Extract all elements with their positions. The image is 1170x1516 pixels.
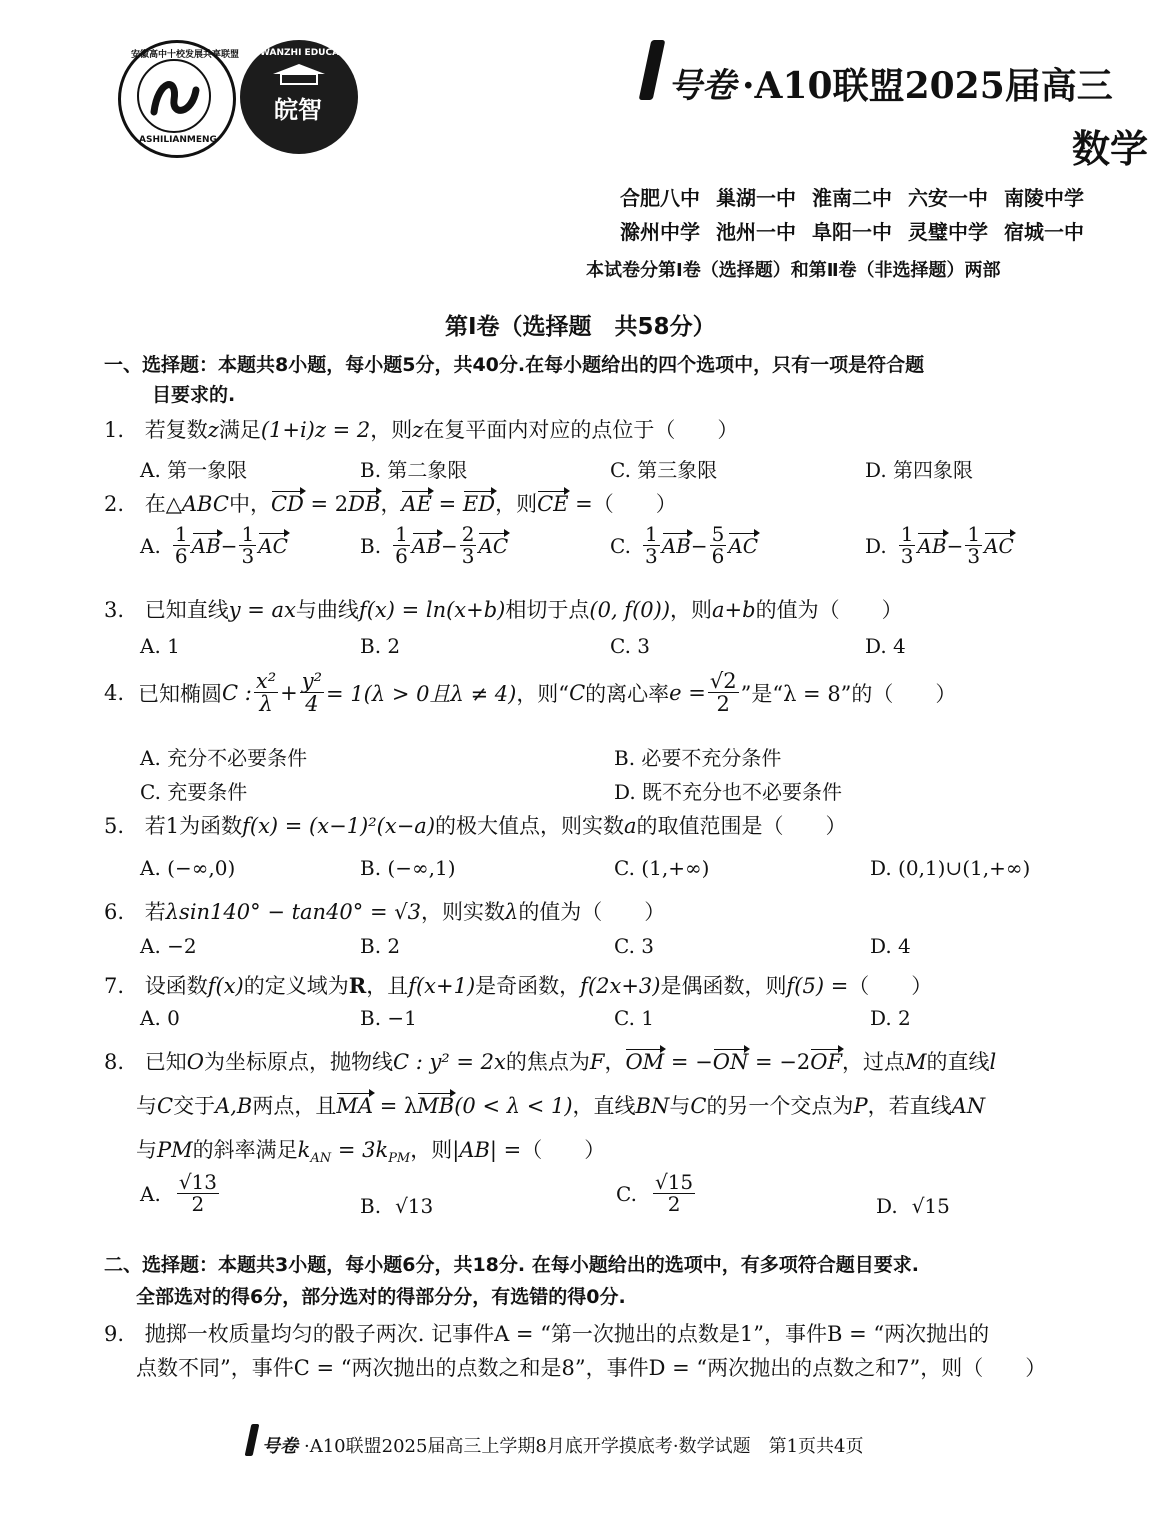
q8-text: 的焦点为	[505, 1050, 590, 1074]
q8-vector: OF	[810, 1050, 843, 1074]
option	[140, 1172, 221, 1215]
q1-text: ，则	[370, 418, 413, 442]
option: B. 2	[360, 934, 401, 958]
q8-var: C	[690, 1094, 707, 1118]
q1-text: 若复数	[144, 418, 208, 442]
q7-text: 设函数	[144, 974, 208, 998]
q8-var: A,B	[215, 1094, 253, 1118]
denominator: 3	[900, 544, 914, 568]
option: C. 3	[610, 634, 651, 658]
q2-text: ，	[380, 492, 402, 516]
q7-text: （ ）	[848, 974, 933, 998]
q2-text: 在△	[144, 492, 182, 516]
q4-text: ，则“	[516, 681, 570, 706]
option: A. 0	[140, 1006, 180, 1030]
school-name: 南陵中学	[1004, 186, 1084, 210]
q1-equation: (1+i)z = 2	[260, 418, 371, 442]
q2-triangle: ABC	[181, 492, 229, 516]
q8-var: M	[905, 1050, 927, 1074]
q8-text: ，若直线	[867, 1094, 952, 1118]
q5-function: f(x) = (x−1)²(x−a)	[242, 814, 436, 838]
header-title: ·A10联盟2025届高三	[742, 65, 1113, 107]
numerator: √15	[654, 1170, 694, 1194]
numerator: 5	[711, 522, 725, 546]
q9-line1: 抛掷一枚质量均匀的骰子两次. 记事件A = “第一次抛出的点数是1”，事件B = “两次抛出的	[144, 1322, 990, 1346]
header-brand: 号卷	[668, 66, 736, 106]
fraction	[300, 670, 324, 715]
q2-text: =（ ）	[568, 492, 677, 516]
option-letter: C.	[610, 533, 631, 558]
denominator: 3	[967, 544, 981, 568]
q4-text: ”是“λ = 8”的（ ）	[740, 681, 957, 706]
numerator: 1	[241, 522, 255, 546]
numerator: √2	[709, 669, 737, 693]
q2-text: =	[431, 492, 463, 516]
q2-vector: CE	[537, 492, 569, 516]
fraction	[643, 524, 660, 567]
option: D. (0,1)∪(1,+∞)	[870, 856, 1031, 880]
option	[360, 1194, 433, 1218]
numerator: 1	[644, 522, 658, 546]
q8-text: 两点，且	[252, 1094, 337, 1118]
option-value: √15	[911, 1194, 950, 1218]
q5-var: a	[624, 814, 637, 838]
q8-var: F	[589, 1050, 605, 1074]
q3-text: 已知直线	[144, 598, 229, 622]
denominator: 3	[644, 544, 658, 568]
q8-var: C	[157, 1094, 174, 1118]
denominator: λ	[259, 692, 273, 717]
numerator: y²	[301, 669, 323, 693]
q8-text: 的另一个交点为	[706, 1094, 854, 1118]
option: D. 4	[870, 934, 911, 958]
option: B. 2	[360, 634, 401, 658]
option	[610, 524, 758, 567]
fraction	[653, 1172, 695, 1215]
footer-brand: 号卷	[262, 1436, 298, 1457]
q8-cond: (0 < λ < 1)	[454, 1094, 573, 1118]
fraction	[899, 524, 916, 567]
q8-text: = −	[664, 1050, 713, 1074]
option-letter: D.	[865, 533, 887, 558]
fraction	[708, 670, 739, 715]
option-value: √13	[395, 1194, 434, 1218]
fraction	[460, 524, 477, 567]
q2-text: = 2	[303, 492, 349, 516]
q2-vector: ED	[462, 492, 496, 516]
q7-func: f(5) =	[786, 974, 849, 998]
question-9	[104, 1318, 989, 1348]
question-8-line1	[104, 1046, 996, 1076]
school-name: 灵璧中学	[908, 220, 988, 244]
q2-text: 中，	[228, 492, 271, 516]
fraction	[177, 1172, 219, 1215]
option: D. 2	[870, 1006, 911, 1030]
option: C. 1	[614, 1006, 655, 1030]
q6-equation: λsin140° − tan40° = √3	[165, 900, 421, 924]
q1-text: 在复平面内对应的点位于（ ）	[423, 418, 739, 442]
denominator: 2	[191, 1192, 205, 1216]
numerator: 1	[967, 522, 981, 546]
option-letter: C.	[616, 1181, 637, 1206]
q6-text: 若	[144, 900, 166, 924]
logo-left-en: ASHILIANMENG	[139, 135, 217, 145]
q4-text: 的离心率	[585, 681, 670, 706]
q8-slope: = 3k	[331, 1138, 389, 1162]
footer-text: ·A10联盟2025届高三上学期8月底开学摸底考·数学试题 第1页共4页	[304, 1436, 864, 1457]
question-number: 4.	[104, 680, 125, 705]
option: D. 4	[865, 634, 906, 658]
option: A. −2	[140, 934, 197, 958]
option: B. (−∞,1)	[360, 856, 456, 880]
logo-left-label: 安徽高中十校发展共享联盟	[131, 50, 240, 60]
numerator: √13	[178, 1170, 218, 1194]
option	[616, 1172, 697, 1215]
q8-text: （ ）	[521, 1138, 606, 1162]
denominator: 2	[667, 1192, 681, 1216]
section2-line1: 二、选择题：本题共3小题，每小题6分，共18分. 在每小题给出的选项中，有多项符合题目要求.	[104, 1254, 919, 1276]
option: C. 第三象限	[610, 458, 718, 482]
question-3	[104, 594, 903, 624]
minus-sign: −	[440, 533, 458, 558]
question-7	[104, 970, 932, 1000]
q1-var: z	[207, 418, 219, 442]
q8-text: 的斜率满足	[192, 1138, 298, 1162]
q2-vector: CD	[270, 492, 304, 516]
option	[865, 524, 1014, 567]
option-vector: AB	[411, 533, 441, 558]
q8-subscript: AN	[310, 1151, 332, 1167]
q5-text: 的极大值点，则实数	[435, 814, 625, 838]
q3-line-eq: y = ax	[228, 598, 296, 622]
q8-text: 为坐标原点，抛物线	[203, 1050, 393, 1074]
school-name: 阜阳一中	[812, 220, 892, 244]
option: A. (−∞,0)	[140, 856, 236, 880]
q8-var: PM	[157, 1138, 193, 1162]
denominator: 3	[241, 544, 255, 568]
q3-text: 的值为（ ）	[755, 598, 903, 622]
option-letter: D.	[876, 1194, 898, 1218]
question-4	[104, 670, 956, 715]
q8-subscript: PM	[388, 1151, 411, 1167]
q8-slope: k	[297, 1138, 311, 1162]
schools-row-2	[620, 216, 1084, 245]
option	[876, 1194, 950, 1218]
minus-sign: −	[946, 533, 964, 558]
logo-right-label: WANZHI EDUCATION	[260, 48, 364, 58]
q7-func: f(x)	[207, 974, 244, 998]
question-number: 8.	[104, 1050, 125, 1074]
logo-right	[240, 40, 364, 154]
school-name: 淮南二中	[812, 186, 892, 210]
option-letter: A.	[140, 1181, 161, 1206]
q7-text: 是偶函数，则	[660, 974, 787, 998]
fraction	[393, 524, 410, 567]
q6-var: λ	[505, 900, 519, 924]
schools-row-1	[620, 182, 1084, 211]
option-letter: A.	[140, 533, 161, 558]
q8-vector: OM	[625, 1050, 665, 1074]
fraction	[239, 524, 256, 567]
option-letter: B.	[360, 1194, 382, 1218]
denominator: 6	[395, 544, 408, 568]
option-vector: AC	[984, 533, 1014, 558]
exam-intro: 本试卷分第Ⅰ卷（选择题）和第Ⅱ卷（非选择题）两部	[586, 260, 1001, 281]
q6-text: 的值为（ ）	[518, 900, 666, 924]
denominator: 6	[174, 544, 188, 568]
footer-brand-icon	[245, 1424, 260, 1456]
q1-var: z	[412, 418, 424, 442]
option: B. 第二象限	[360, 458, 468, 482]
q3-curve-eq: f(x) = ln(x+b)	[358, 598, 506, 622]
q8-text: 交于	[173, 1094, 216, 1118]
q7-text: 的定义域为	[243, 974, 349, 998]
option-letter: B.	[360, 533, 382, 558]
option: C. 充要条件	[140, 780, 248, 804]
question-8-line3	[136, 1134, 605, 1166]
question-8-line2	[136, 1090, 985, 1120]
q5-text: 的取值范围是（ ）	[636, 814, 847, 838]
denominator: 6	[711, 544, 725, 568]
question-9-line2: 点数不同”，事件C = “两次抛出的点数之和是8”，事件D = “两次抛出的点数之和7”，则（ ）	[136, 1356, 1047, 1380]
fraction	[254, 670, 278, 715]
q8-parabola: C : y² = 2x	[392, 1050, 506, 1074]
option-vector: AB	[917, 533, 947, 558]
q8-text: = λ	[373, 1094, 418, 1118]
numerator: 1	[174, 522, 188, 546]
q7-text: ，且	[366, 974, 409, 998]
q8-text: ，直线	[572, 1094, 636, 1118]
section2-line2: 全部选对的得6分，部分选对的得部分分，有选错的得0分.	[136, 1286, 626, 1308]
denominator: 3	[461, 544, 475, 568]
q4-text: 已知椭圆	[138, 681, 223, 706]
q4-equation: = 1(λ > 0且λ ≠ 4)	[326, 681, 517, 706]
q8-var: l	[989, 1050, 997, 1074]
plus-sign: +	[280, 680, 298, 705]
q4-c-label: C :	[222, 680, 252, 705]
fraction	[965, 524, 982, 567]
q8-text: ，过点	[842, 1050, 906, 1074]
option-vector: AB	[661, 533, 691, 558]
q8-text: ，	[604, 1050, 626, 1074]
question-number: 7.	[104, 974, 125, 998]
option: A. 第一象限	[140, 458, 248, 482]
q7-func: f(x+1)	[408, 974, 476, 998]
q3-text: 与曲线	[295, 598, 359, 622]
q8-var: O	[186, 1050, 204, 1074]
school-name: 合肥八中	[620, 186, 700, 210]
school-name: 宿城一中	[1004, 220, 1084, 244]
q4-options	[140, 742, 1060, 812]
q8-var: BN	[635, 1094, 670, 1118]
q3-point: (0, f(0))	[589, 598, 671, 622]
q3-text: ，则	[670, 598, 713, 622]
q8-options	[140, 1172, 1080, 1242]
option-vector: AC	[478, 533, 509, 558]
q8-text: ，则	[410, 1138, 453, 1162]
denominator: 4	[305, 692, 319, 717]
fraction	[173, 524, 190, 567]
question-number: 2.	[104, 492, 125, 516]
question-number: 6.	[104, 900, 125, 924]
q8-text: 的直线	[926, 1050, 990, 1074]
school-name: 六安一中	[908, 186, 988, 210]
q3-text: 相切于点	[505, 598, 590, 622]
logo-left	[118, 40, 240, 158]
q2-options	[140, 524, 1060, 584]
header-subject: 数学	[1072, 126, 1149, 171]
q8-vector: MA	[336, 1094, 374, 1118]
q6-text: ，则实数	[421, 900, 505, 924]
option	[360, 524, 508, 567]
option: D. 第四象限	[865, 458, 974, 482]
question-1	[104, 414, 738, 444]
q2-vector: DB	[348, 492, 381, 516]
option: D. 既不充分也不必要条件	[614, 780, 843, 804]
logo-right-char: 皖智	[274, 95, 322, 124]
q2-text: ，则	[495, 492, 538, 516]
volume-title: 第Ⅰ卷（选择题 共58分）	[445, 314, 716, 340]
q4-c: C	[569, 680, 586, 705]
option: A. 充分不必要条件	[140, 746, 308, 770]
option-vector: AC	[728, 533, 759, 558]
question-2	[104, 488, 677, 518]
q8-abs: |AB| =	[452, 1138, 522, 1162]
q8-text: = −2	[748, 1050, 811, 1074]
school-name: 池州一中	[716, 220, 796, 244]
q7-func: f(2x+3)	[580, 974, 661, 998]
option: A. 1	[140, 634, 180, 658]
question-number: 1.	[104, 418, 125, 442]
q7-reals: R	[348, 973, 367, 998]
option: B. −1	[360, 1006, 417, 1030]
question-number: 9.	[104, 1322, 125, 1346]
option-vector: AC	[258, 533, 288, 558]
q8-text: 已知	[144, 1050, 187, 1074]
denominator: 2	[716, 692, 730, 717]
q4-e: e =	[669, 680, 706, 705]
q8-var: P	[853, 1094, 868, 1118]
q3-sum: a+b	[712, 598, 756, 622]
option: C. 3	[614, 934, 655, 958]
numerator: x²	[255, 669, 277, 693]
building-icon	[269, 62, 329, 86]
question-6	[104, 896, 665, 926]
section1-line1: 一、选择题：本题共8小题，每小题5分，共40分.在每小题给出的四个选项中，只有一项是符合题	[104, 354, 925, 376]
fraction	[710, 524, 727, 567]
numerator: 2	[461, 522, 475, 546]
q8-text: 与	[136, 1138, 157, 1162]
option	[140, 524, 288, 567]
option: B. 必要不充分条件	[614, 746, 782, 770]
q8-var: AN	[951, 1094, 986, 1118]
question-number: 3.	[104, 598, 125, 622]
minus-sign: −	[220, 533, 238, 558]
minus-sign: −	[690, 533, 708, 558]
numerator: 1	[900, 522, 914, 546]
q8-vector: ON	[712, 1050, 749, 1074]
option: C. (1,+∞)	[614, 856, 710, 880]
q7-text: 是奇函数，	[475, 974, 581, 998]
q8-text: 与	[136, 1094, 157, 1118]
school-name: 滁州中学	[620, 220, 700, 244]
q1-text: 满足	[218, 418, 261, 442]
brand-mark-icon	[639, 40, 666, 100]
question-5	[104, 810, 847, 840]
q8-text: 与	[669, 1094, 691, 1118]
q5-text: 若1为函数	[144, 814, 243, 838]
school-name: 巢湖一中	[716, 186, 796, 210]
question-number: 5.	[104, 814, 125, 838]
option-vector: AB	[191, 533, 221, 558]
q2-vector: AE	[401, 492, 432, 516]
q8-vector: MB	[417, 1094, 455, 1118]
numerator: 1	[395, 522, 408, 546]
section1-line2: 目要求的.	[152, 384, 236, 406]
